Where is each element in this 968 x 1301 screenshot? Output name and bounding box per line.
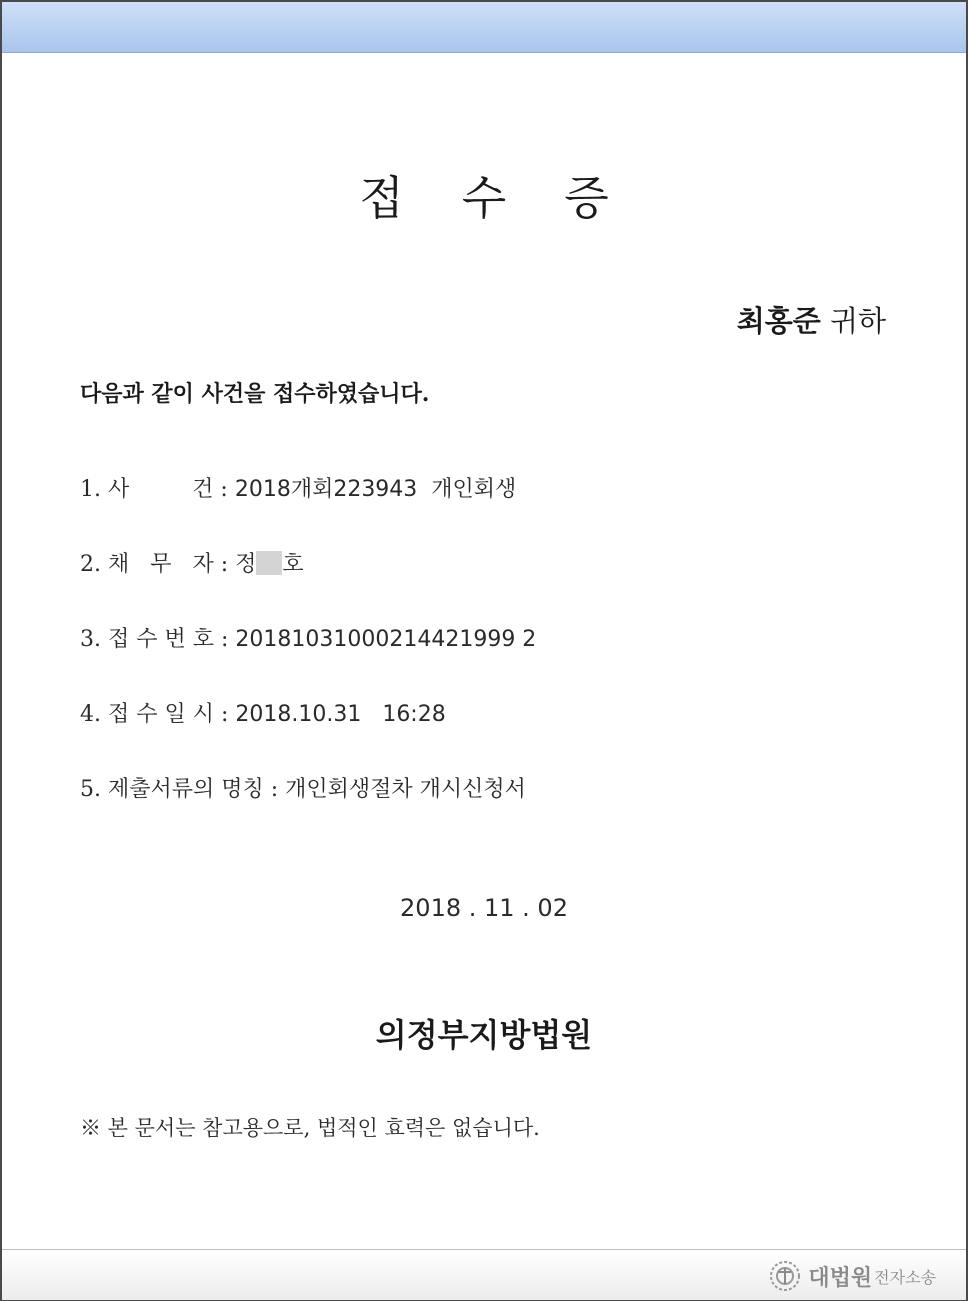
recipient-honorific: 귀하 bbox=[820, 304, 886, 338]
field-document-name bbox=[80, 772, 526, 803]
field-debtor bbox=[80, 547, 304, 578]
bottom-bar bbox=[2, 1249, 966, 1300]
field-value: 2018개회223943 개인회생 bbox=[234, 477, 517, 502]
intro-text: 다음과 같이 사건을 접수하였습니다. bbox=[80, 381, 430, 407]
notice-text: ※ 본 문서는 참고용으로, 법적인 효력은 없습니다. bbox=[80, 1116, 540, 1140]
debtor-name-prefix: 정 bbox=[235, 552, 257, 577]
redacted-block bbox=[256, 551, 282, 575]
field-value: 20181031000214421999 2 bbox=[235, 627, 537, 652]
logo-sub-text: 전자소송 bbox=[874, 1267, 936, 1287]
field-value: 개인회생절차 개시신청서 bbox=[285, 777, 526, 802]
recipient bbox=[737, 299, 886, 340]
field-label: 2. 채 무 자 : bbox=[80, 552, 236, 577]
top-bar bbox=[2, 2, 966, 53]
recipient-name: 최홍준 bbox=[736, 304, 821, 338]
field-label: 4. 접 수 일 시 : bbox=[80, 702, 236, 727]
supreme-court-ecourt-logo bbox=[768, 1260, 936, 1292]
debtor-name-suffix: 호 bbox=[282, 552, 304, 577]
field-receipt-datetime bbox=[80, 697, 446, 728]
logo-main-text: 대법원 bbox=[808, 1265, 873, 1291]
court-name: 의정부지방법원 bbox=[375, 1016, 593, 1054]
court-emblem-icon bbox=[768, 1259, 802, 1293]
field-label: 3. 접 수 번 호 : bbox=[80, 627, 236, 652]
issue-date: 2018 . 11 . 02 bbox=[400, 894, 568, 922]
field-receipt-number bbox=[80, 622, 536, 653]
field-label: 5. 제출서류의 명칭 : bbox=[80, 777, 286, 802]
field-case bbox=[80, 472, 516, 503]
field-label: 1. 사 건 : bbox=[80, 477, 235, 502]
field-value: 2018.10.31 16:28 bbox=[235, 702, 446, 727]
document-title: 접수증 bbox=[359, 171, 667, 225]
